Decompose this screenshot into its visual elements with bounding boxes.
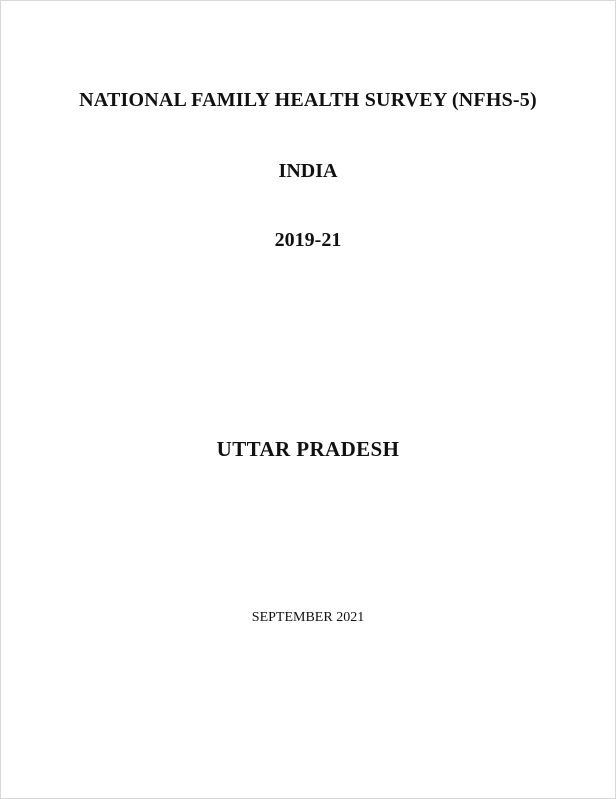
publication-date: SEPTEMBER 2021 [251, 610, 365, 625]
survey-title: NATIONAL FAMILY HEALTH SURVEY (NFHS-5) [79, 89, 537, 111]
survey-years: 2019-21 [274, 229, 342, 251]
state-heading: UTTAR PRADESH [216, 437, 400, 461]
country-heading: INDIA [278, 160, 338, 182]
